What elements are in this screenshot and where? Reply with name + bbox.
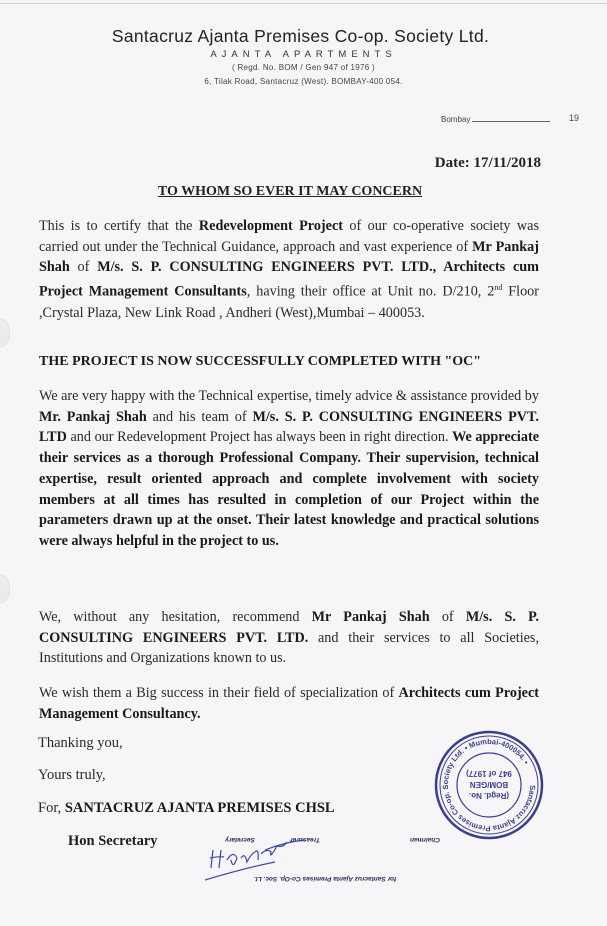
scan-edge-line xyxy=(0,3,607,4)
place-label: Bombay xyxy=(441,115,471,124)
place-blank-line xyxy=(472,121,550,122)
completion-statement: THE PROJECT IS NOW SUCCESSFULLY COMPLETED WITH "OC" xyxy=(39,354,481,369)
closing-yours: Yours truly, xyxy=(38,767,106,783)
svg-text:Treasurer: Treasurer xyxy=(290,836,320,843)
year-suffix: 19 xyxy=(569,113,580,123)
signatory-designation: Hon Secretary xyxy=(68,833,158,849)
closing-thanks: Thanking you, xyxy=(38,735,123,751)
closing-organization: For, SANTACRUZ AJANTA PREMISES CHSL xyxy=(38,800,335,816)
signature-stamp-block xyxy=(205,830,445,890)
letterhead-subtitle: AJANTA APARTMENTS xyxy=(210,49,397,60)
letterhead-registration: ( Regd. No. BOM / Gen 947 of 1976 ) xyxy=(231,63,375,72)
paragraph-certification: This is to certify that the Redevelopment Project of our co-operative society was carried out under the Technical Guidance, approach and vast experience of Mr Pankaj Shah of M/s. S. P. CONSULTING ENGINEERS PVT. LTD., Architects cum Project Management Consultants, having their office at Unit no. D/210, 2nd Floor ,Crystal Plaza, New Link Road , Andheri (West),Mumbai – 400053. xyxy=(39,218,539,321)
svg-text:Secretary: Secretary xyxy=(225,836,255,843)
svg-text:BOM/GEN: BOM/GEN xyxy=(469,780,509,789)
society-stamp-icon xyxy=(432,728,546,842)
place-field xyxy=(441,115,550,124)
punch-hole xyxy=(0,318,10,348)
paragraph-appreciation: We are very happy with the Technical expertise, timely advice & assistance provided by Mr. Pankaj Shah and his team of M/s. S. P. CONSULTING ENGINEERS PVT. LTD and our Redevelopment Project has always been in right direction. We appreciate their services as a thorough Professional Company. Their supervision, technical expertise, result oriented approach and complete involvement with society members at all times has resulted in completion of our Project within the parameters drawn up at the onset. Their latest knowledge and practical solutions were always helpful in the project to us. xyxy=(39,388,540,549)
svg-text:Chairman: Chairman xyxy=(410,836,440,843)
punch-hole xyxy=(0,574,10,604)
paragraph-recommendation: We, without any hesitation, recommend Mr Pankaj Shah of M/s. S. P. CONSULTING ENGINEERS PVT. LTD. and their services to all Societies, Institutions and Organizations known to us. xyxy=(39,609,539,667)
letterhead-title: Santacruz Ajanta Premises Co-op. Society Ltd. xyxy=(111,26,490,46)
letter-heading: TO WHOM SO EVER IT MAY CONCERN xyxy=(157,184,423,199)
letterhead-address: 6, Tilak Road, Santacruz (West). BOMBAY-400 054. xyxy=(204,77,403,86)
svg-text:Santacruz Ajanta Premises Co-o: Santacruz Ajanta Premises Co-op. Society Ltd. • Mumbai-400054. • xyxy=(440,736,538,834)
svg-text:947 of 1977): 947 of 1977) xyxy=(466,769,512,778)
letterhead xyxy=(0,26,607,86)
letter-date: Date: 17/11/2018 xyxy=(434,155,541,171)
svg-text:for Santacruz Ajanta Premises: for Santacruz Ajanta Premises Co-Op. Soc. Lt. xyxy=(253,875,397,882)
svg-text:(Regd. No.: (Regd. No. xyxy=(469,791,509,800)
paragraph-wishes: We wish them a Big success in their field of specialization of Architects cum Project Management Consultancy. xyxy=(39,685,539,722)
